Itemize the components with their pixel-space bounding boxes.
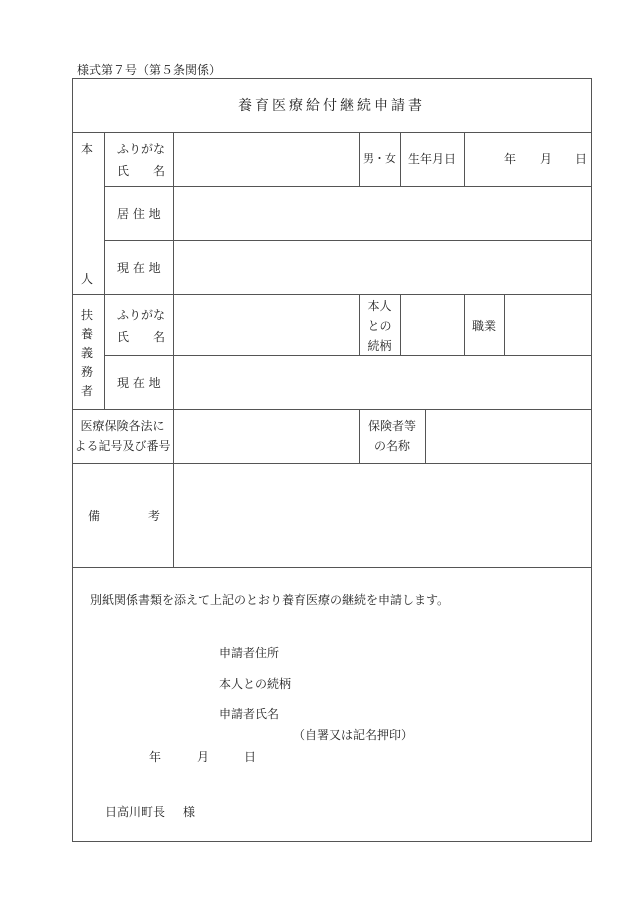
dob-month-label: 月	[540, 152, 553, 166]
patient-name-field[interactable]	[175, 134, 357, 184]
applicant-address-field[interactable]	[290, 642, 580, 662]
date-day-label: 日	[244, 750, 257, 764]
relation-label-3: 続柄	[367, 339, 392, 353]
relation-label-1: 本人	[367, 299, 392, 313]
guardian-name-label: 氏 名	[117, 330, 166, 344]
patient-current-address-field[interactable]	[175, 242, 589, 292]
patient-section-label-top: 本	[81, 142, 94, 156]
patient-name-label: 氏 名	[117, 164, 166, 178]
addressee: 日高川町長	[105, 805, 166, 819]
dob-label: 生年月日	[407, 152, 456, 166]
remarks-label-right: 考	[148, 509, 161, 523]
date-year-label: 年	[149, 750, 162, 764]
applicant-name-field[interactable]	[290, 703, 580, 723]
occupation-label: 職業	[471, 319, 496, 333]
applicant-name-label: 申請者氏名	[219, 707, 280, 721]
guardian-occupation-field[interactable]	[506, 296, 589, 353]
form-title: 養育医療給付継続申請書	[238, 98, 425, 114]
insurer-label-2: の名称	[373, 439, 410, 453]
guardian-section-label-4: 務	[81, 365, 94, 379]
patient-current-address-label: 現 在 地	[117, 261, 161, 275]
signature-note: （自署又は記名押印）	[293, 728, 414, 742]
date-month-label: 月	[197, 750, 210, 764]
guardian-section-label-1: 扶	[81, 308, 94, 322]
declaration-statement: 別紙関係書類を添えて上記のとおり養育医療の継続を申請します。	[90, 593, 450, 607]
remarks-field[interactable]	[175, 465, 589, 565]
guardian-furigana-label: ふりがな	[117, 308, 166, 322]
guardian-section-label-2: 養	[81, 327, 94, 341]
patient-section-label-bottom: 人	[81, 272, 94, 286]
sex-option-label[interactable]: 男・女	[363, 152, 396, 165]
relation-label-2: との	[367, 319, 392, 333]
insurer-label-1: 保険者等	[367, 419, 416, 433]
applicant-relation-field[interactable]	[290, 673, 580, 693]
patient-residence-field[interactable]	[175, 188, 589, 238]
guardian-section-label-5: 者	[81, 384, 94, 398]
guardian-current-address-label: 現 在 地	[117, 376, 161, 390]
guardian-current-address-field[interactable]	[175, 357, 589, 407]
insurance-number-label-1: 医療保険各法に	[80, 419, 165, 433]
remarks-label-left: 備	[88, 509, 101, 523]
patient-furigana-label: ふりがな	[117, 142, 166, 156]
applicant-address-label: 申請者住所	[219, 646, 280, 660]
honorific: 様	[183, 805, 196, 819]
guardian-section-label-3: 義	[81, 346, 94, 360]
patient-residence-label: 居 住 地	[117, 207, 161, 221]
guardian-relation-field[interactable]	[402, 296, 462, 353]
guardian-name-field[interactable]	[175, 296, 357, 353]
insurance-number-field[interactable]	[175, 411, 357, 461]
form-number: 様式第７号（第５条関係）	[77, 63, 222, 77]
applicant-relation-label: 本人との続柄	[219, 677, 292, 691]
insurer-name-field[interactable]	[427, 411, 589, 461]
insurance-number-label-2: よる記号及び番号	[74, 439, 171, 453]
dob-day-label: 日	[575, 152, 588, 166]
dob-year-label: 年	[504, 152, 517, 166]
